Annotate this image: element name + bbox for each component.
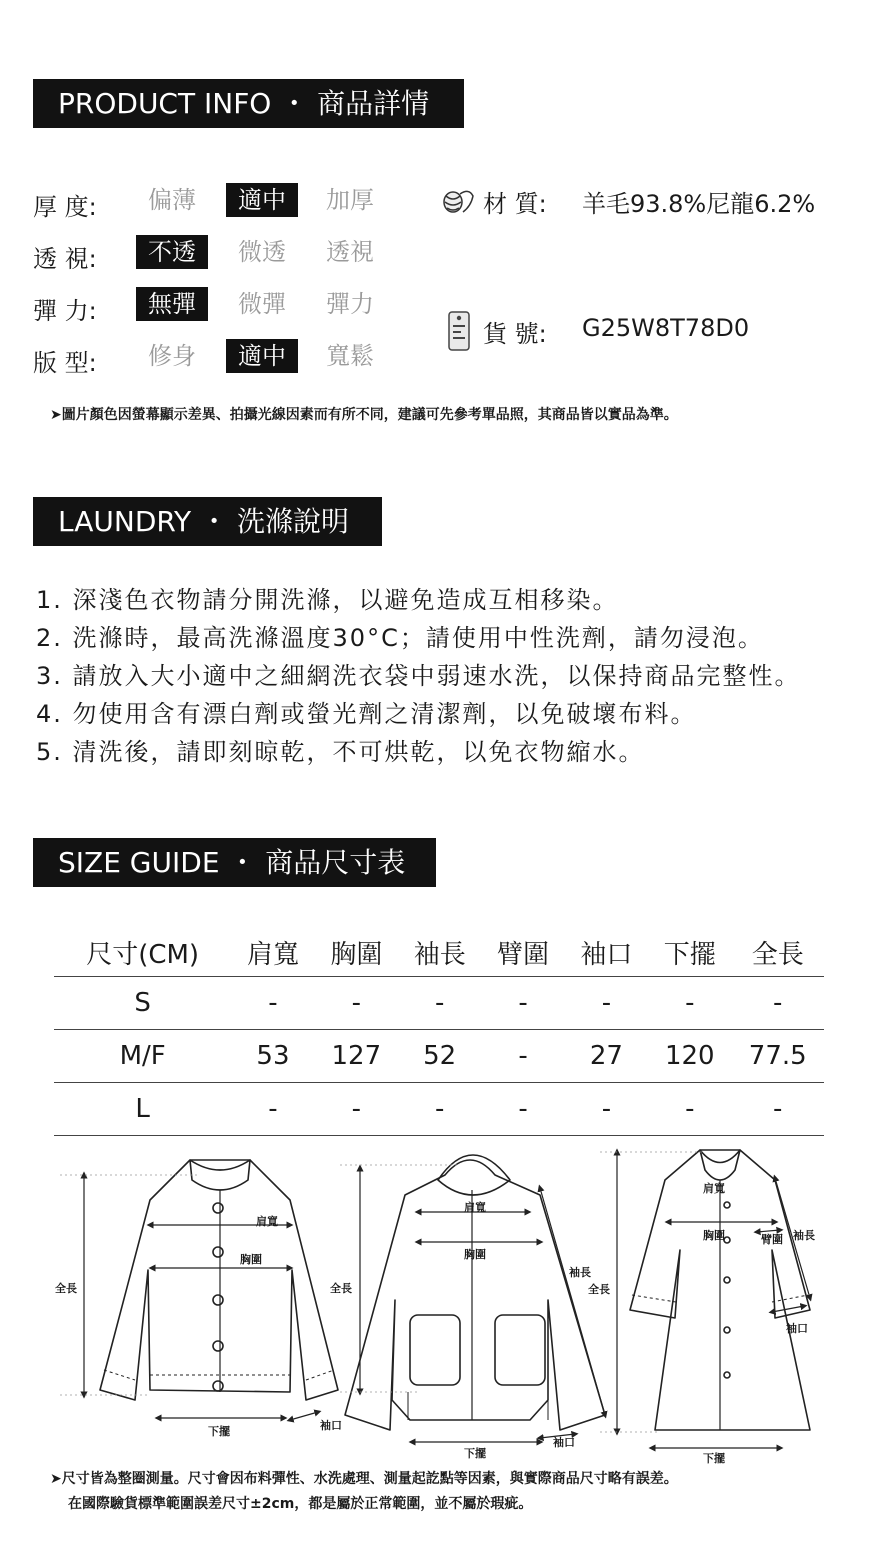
- material-value: 羊毛93.8%尼龍6.2%: [582, 190, 816, 218]
- table-row: [54, 977, 824, 1030]
- size-cell: -: [231, 1083, 314, 1136]
- product-info-header: PRODUCT INFO ・ 商品詳情: [33, 79, 464, 128]
- attribute-option: 適中: [226, 183, 298, 217]
- tag-icon: [447, 310, 471, 352]
- label-length-3: 全長: [588, 1283, 610, 1296]
- label-cuff-3: 袖口: [786, 1322, 808, 1335]
- size-cell: -: [481, 1083, 564, 1136]
- size-note-1: ➤尺寸皆為整圈測量。尺寸會因布料彈性、水洗處理、測量起訖點等因素，與實際商品尺寸略有誤差。: [50, 1471, 678, 1487]
- label-hem-1: 下擺: [208, 1425, 230, 1438]
- size-cell: -: [315, 1083, 398, 1136]
- size-cell: 127: [315, 1030, 398, 1083]
- size-column-header: 臂圍: [481, 928, 564, 977]
- attribute-label: 透 視:: [33, 245, 97, 273]
- size-cell: -: [565, 1083, 648, 1136]
- attribute-option: 偏薄: [148, 186, 196, 214]
- label-length-1: 全長: [55, 1282, 77, 1295]
- label-chest-1: 胸圍: [240, 1253, 262, 1266]
- label-cuff-1: 袖口: [320, 1419, 342, 1432]
- size-column-header: 袖口: [565, 928, 648, 977]
- size-cell: 53: [231, 1030, 314, 1083]
- size-note-2: 在國際驗貨標準範圍誤差尺寸±2cm，都是屬於正常範圍，並不屬於瑕疵。: [68, 1496, 533, 1512]
- size-cell: -: [481, 1030, 564, 1083]
- laundry-header: LAUNDRY ・ 洗滌說明: [33, 497, 382, 546]
- size-cell: -: [648, 977, 731, 1030]
- attribute-option: 微透: [238, 238, 286, 266]
- size-guide-header: SIZE GUIDE ・ 商品尺寸表: [33, 838, 436, 887]
- laundry-item: 1. 深淺色衣物請分開洗滌，以避免造成互相移染。: [36, 586, 619, 614]
- size-cell: -: [481, 977, 564, 1030]
- size-cell: -: [731, 977, 824, 1030]
- label-length-2: 全長: [330, 1282, 352, 1295]
- size-cell: -: [565, 977, 648, 1030]
- table-row: [54, 1083, 824, 1136]
- label-sleeve-2: 袖長: [569, 1266, 591, 1279]
- material-label: 材 質:: [483, 190, 547, 218]
- size-cell: M/F: [54, 1030, 231, 1083]
- size-column-header: 胸圍: [315, 928, 398, 977]
- size-column-header: 下擺: [648, 928, 731, 977]
- label-hem-3: 下擺: [703, 1452, 725, 1465]
- size-table: [54, 928, 824, 1136]
- attribute-option: 修身: [148, 342, 196, 370]
- attribute-label: 版 型:: [33, 349, 97, 377]
- attribute-option: 彈力: [326, 290, 374, 318]
- attribute-option: 微彈: [238, 290, 286, 318]
- label-chest-2: 胸圍: [464, 1248, 486, 1261]
- laundry-item: 2. 洗滌時，最高洗滌溫度30°C；請使用中性洗劑，請勿浸泡。: [36, 624, 764, 652]
- label-cuff-2: 袖口: [553, 1436, 575, 1449]
- attribute-option: 透視: [326, 238, 374, 266]
- size-cell: 52: [398, 1030, 481, 1083]
- laundry-item: 3. 請放入大小適中之細網洗衣袋中弱速水洗，以保持商品完整性。: [36, 662, 801, 690]
- attribute-option: 無彈: [136, 287, 208, 321]
- size-cell: L: [54, 1083, 231, 1136]
- yarn-icon: [441, 184, 475, 218]
- jacket-outline: [100, 1160, 338, 1400]
- size-column-header: 袖長: [398, 928, 481, 977]
- size-column-header: 尺寸(CM): [54, 928, 231, 977]
- garment-diagrams: [0, 1130, 875, 1470]
- label-arm-3: 臂圍: [761, 1233, 783, 1246]
- size-cell: -: [648, 1083, 731, 1136]
- laundry-item: 4. 勿使用含有漂白劑或螢光劑之清潔劑，以免破壞布料。: [36, 700, 697, 728]
- sku-value: G25W8T78D0: [582, 314, 750, 342]
- label-chest-3: 胸圍: [703, 1229, 725, 1242]
- attribute-option: 適中: [226, 339, 298, 373]
- size-cell: 27: [565, 1030, 648, 1083]
- attribute-option: 加厚: [326, 186, 374, 214]
- size-column-header: 肩寬: [231, 928, 314, 977]
- laundry-item: 5. 清洗後，請即刻晾乾，不可烘乾，以免衣物縮水。: [36, 738, 645, 766]
- attribute-label: 彈 力:: [33, 297, 97, 325]
- color-disclaimer: ➤圖片顏色因螢幕顯示差異、拍攝光線因素而有所不同，建議可先參考單品照，其商品皆以實品為準。: [50, 407, 678, 423]
- label-shoulder-3: 肩寬: [703, 1182, 725, 1195]
- size-cell: -: [231, 977, 314, 1030]
- label-sleeve-3: 袖長: [793, 1229, 815, 1242]
- attribute-label: 厚 度:: [33, 193, 97, 221]
- attribute-option: 不透: [136, 235, 208, 269]
- size-cell: 120: [648, 1030, 731, 1083]
- size-cell: -: [398, 977, 481, 1030]
- size-cell: -: [315, 977, 398, 1030]
- sku-label: 貨 號:: [483, 320, 547, 348]
- table-row: [54, 1030, 824, 1083]
- size-cell: -: [731, 1083, 824, 1136]
- size-cell: -: [398, 1083, 481, 1136]
- label-hem-2: 下擺: [464, 1447, 486, 1460]
- size-cell: 77.5: [731, 1030, 824, 1083]
- attribute-option: 寬鬆: [326, 342, 374, 370]
- size-cell: S: [54, 977, 231, 1030]
- label-shoulder-2: 肩寬: [464, 1201, 486, 1214]
- label-shoulder-1: 肩寬: [256, 1215, 278, 1228]
- size-column-header: 全長: [731, 928, 824, 977]
